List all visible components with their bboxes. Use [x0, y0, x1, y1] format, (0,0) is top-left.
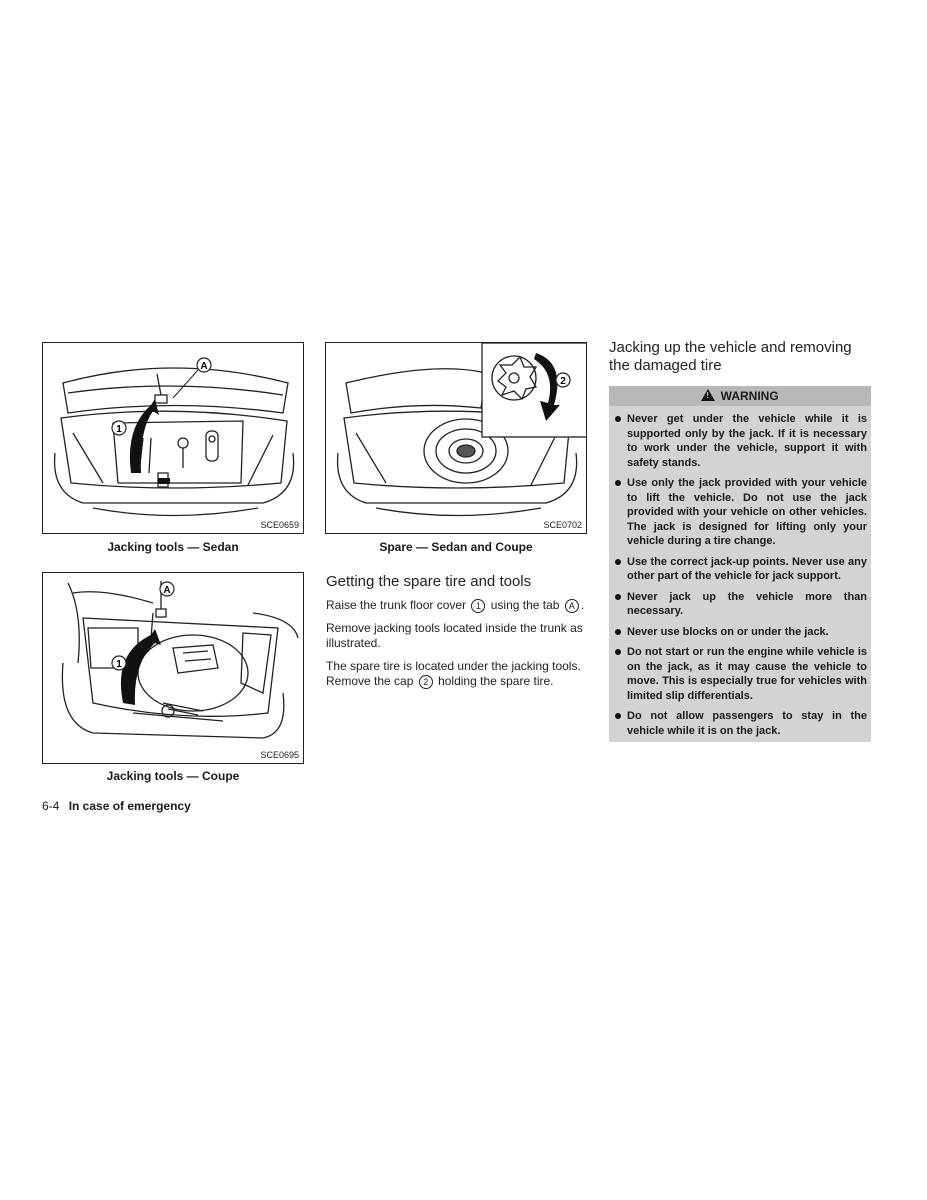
warning-title: WARNING	[720, 389, 779, 403]
paragraph-raise-cover	[326, 598, 588, 613]
warning-item: Never get under the vehicle while it is supported only by the jack. If it is necessary to work under the vehicle, support it with safety stands.	[613, 412, 867, 470]
coupe-trunk-illustration	[43, 573, 304, 764]
warning-item: Use only the jack provided with your vehicle to lift the vehicle. Do not use the jack provided with your vehicle on other vehicles. The jack is designed for lifting only your vehicle during a tire change.	[613, 476, 867, 549]
footer-section-title: In case of emergency	[68, 799, 191, 813]
figure-jacking-tools-sedan	[42, 342, 304, 534]
figure-code: SCE0702	[543, 520, 582, 530]
marker-2: 2	[419, 675, 433, 689]
caption-spare-sedan-coupe: Spare — Sedan and Coupe	[379, 540, 533, 554]
caption-jacking-tools-coupe: Jacking tools — Coupe	[106, 769, 240, 783]
spare-tire-illustration	[326, 343, 587, 534]
marker-a: A	[565, 599, 579, 613]
sedan-trunk-illustration	[43, 343, 304, 534]
warning-header	[609, 386, 871, 406]
caption-jacking-tools-sedan: Jacking tools — Sedan	[107, 540, 239, 554]
marker-1: 1	[471, 599, 485, 613]
section-heading-spare: Getting the spare tire and tools	[326, 573, 532, 590]
warning-item: Never use blocks on or under the jack.	[613, 625, 867, 640]
figure-code: SCE0695	[260, 750, 299, 760]
paragraph-text: The spare tire is located under the jacking tools. Remove the cap	[326, 659, 581, 688]
paragraph-text: .	[580, 598, 585, 612]
page-number: 6-4	[42, 799, 60, 813]
paragraph-text: holding the spare tire.	[438, 674, 554, 688]
figure-jacking-tools-coupe	[42, 572, 304, 764]
callout-2-label: 2	[560, 376, 566, 387]
warning-item: Do not start or run the engine while vehicle is on the jack, as it may cause the vehicle to move. This is especially true for vehicles with limited slip differentials.	[613, 645, 867, 703]
page-footer	[42, 799, 191, 813]
figure-spare-sedan-coupe	[325, 342, 587, 534]
warning-item: Do not allow passengers to stay in the vehicle while it is on the jack.	[613, 709, 867, 738]
warning-list	[609, 406, 871, 738]
paragraph-text: using the tab	[490, 598, 560, 612]
callout-a-label: A	[163, 585, 171, 596]
callout-1-label: 1	[116, 424, 122, 435]
paragraph-text: Raise the trunk floor cover	[326, 598, 467, 612]
warning-item: Never jack up the vehicle more than necessary.	[613, 590, 867, 619]
section-heading-jacking: Jacking up the vehicle and removing the damaged tire	[609, 339, 852, 374]
warning-box	[609, 386, 871, 742]
warning-item: Use the correct jack-up points. Never use any other part of the vehicle for jack support.	[613, 555, 867, 584]
callout-a-label: A	[200, 361, 208, 372]
paragraph-spare-location	[326, 659, 592, 689]
callout-1-label: 1	[116, 659, 122, 670]
figure-code: SCE0659	[260, 520, 299, 530]
warning-triangle-icon: !	[701, 389, 715, 401]
paragraph-remove-tools: Remove jacking tools located inside the trunk as illustrated.	[326, 621, 583, 650]
